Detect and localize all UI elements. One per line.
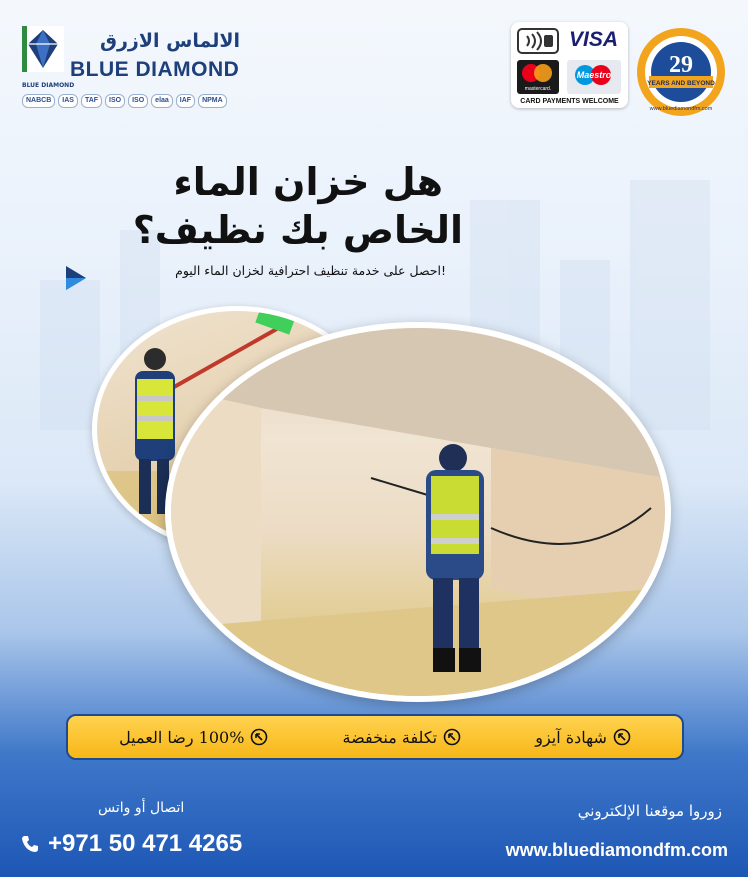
feature-label: 100% رضا العميل — [119, 727, 245, 747]
headline-line-2: الخاص بك نظيف؟ — [132, 208, 463, 252]
brand-name-arabic: الالماس الازرق — [99, 30, 240, 52]
diamond-logo-icon — [22, 26, 64, 82]
arrow-circle-icon — [250, 728, 268, 746]
mastercard-logo — [517, 60, 559, 94]
cert-badge: elaa — [151, 94, 173, 108]
cert-badge: ISO — [105, 94, 125, 108]
badge-caption: YEARS AND BEYOND — [647, 80, 715, 87]
visa-logo: VISA — [569, 28, 619, 51]
mastercard-label: mastercard. — [524, 86, 552, 92]
phone-icon — [20, 834, 40, 854]
arrow-circle-icon — [613, 728, 631, 746]
headline-subline: !احصل على خدمة تنظيف احترافية لخزان الماء اليوم — [175, 263, 446, 278]
worker-spraying-tank-photo — [165, 322, 671, 702]
play-arrow-icon — [64, 264, 88, 292]
phone-link[interactable] — [20, 830, 242, 858]
cert-badge: IAF — [176, 94, 195, 108]
brand-mark-caption: BLUE DIAMOND — [22, 82, 75, 89]
feature-low-cost — [343, 728, 462, 747]
cert-badge: ISO — [128, 94, 148, 108]
phone-number: +971 50 471 4265 — [48, 830, 243, 857]
badge-site: www.bluediamondfm.com — [649, 106, 713, 112]
headline-line-1: هل خزان الماء — [173, 160, 443, 204]
cert-badge: NABCB — [22, 94, 55, 108]
maestro-label: Maestro — [576, 70, 612, 80]
maestro-logo — [567, 60, 621, 94]
contactless-icon — [517, 28, 559, 54]
features-bar — [66, 714, 684, 760]
cert-badge: TAF — [81, 94, 102, 108]
certification-logos — [22, 94, 227, 108]
badge-years: 29 — [669, 52, 693, 78]
feature-label: تكلفة منخفضة — [342, 727, 438, 747]
payments-caption: CARD PAYMENTS WELCOME — [520, 98, 619, 105]
headline — [132, 158, 463, 254]
payment-methods-card — [511, 22, 628, 108]
feature-label: شهادة آيزو — [535, 727, 607, 747]
contact-label: اتصال أو واتس — [98, 800, 185, 816]
feature-iso — [535, 728, 631, 747]
cert-badge: IAS — [58, 94, 78, 108]
feature-satisfaction — [119, 728, 268, 747]
arrow-circle-icon — [443, 728, 461, 746]
brand-name-english: BLUE DIAMOND — [70, 58, 240, 81]
years-badge-icon — [635, 26, 727, 118]
brand-logo[interactable] — [18, 20, 240, 112]
cert-badge: NPMA — [198, 94, 227, 108]
website-label: زوروا موقعنا الإلكتروني — [577, 802, 722, 820]
website-link[interactable]: www.bluediamondfm.com — [505, 840, 728, 860]
